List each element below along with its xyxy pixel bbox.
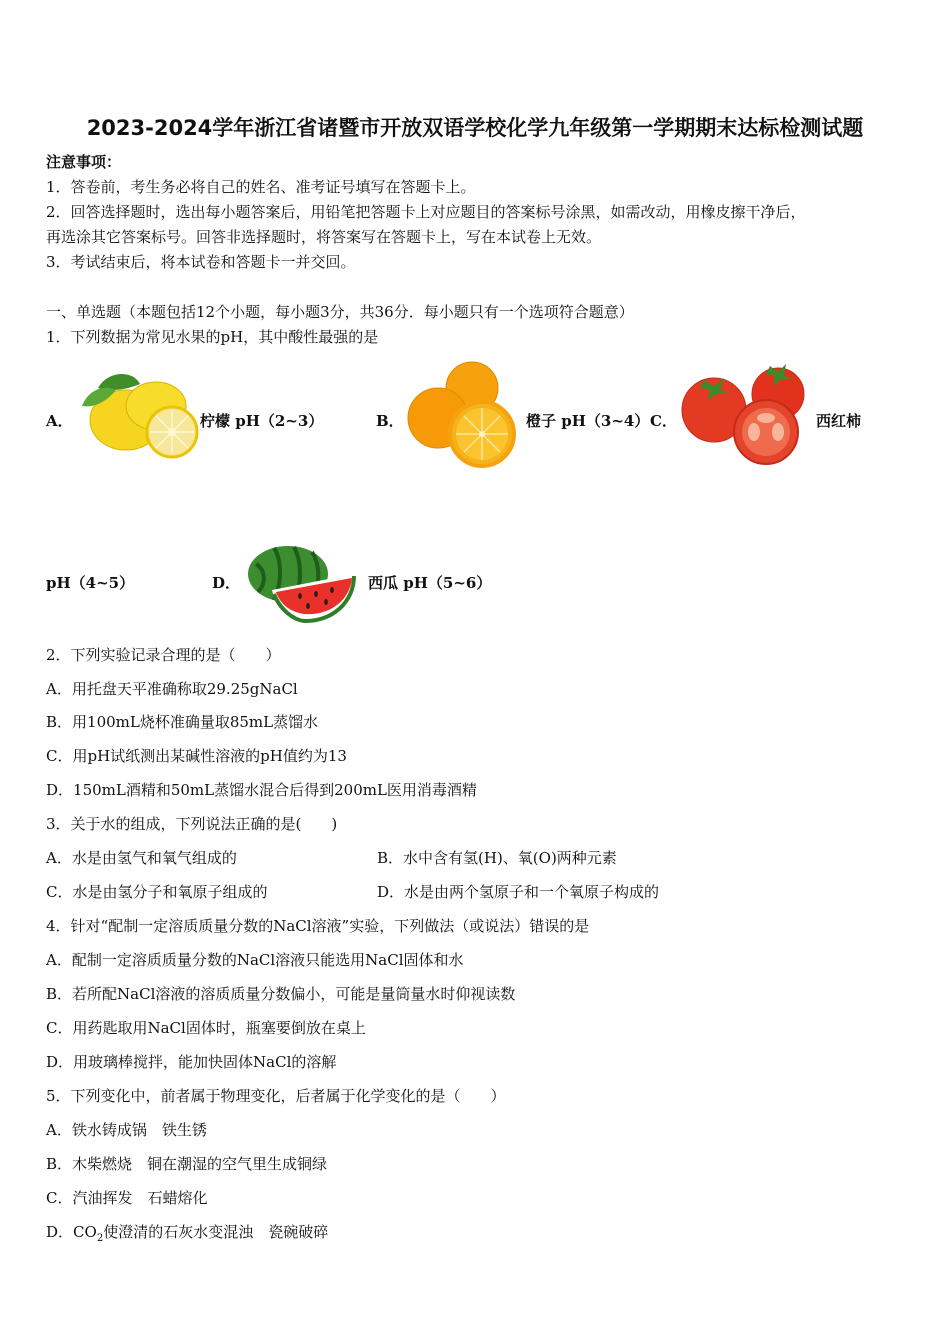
question-3-option-a: A．水是由氢气和氧气组成的 <box>46 849 237 867</box>
note-item: 2．回答选择题时，选出每小题答案后，用铅笔把答题卡上对应题目的答案标号涂黑，如需改动，用橡皮擦干净后， <box>46 203 806 221</box>
orange-image <box>404 360 520 470</box>
notes-heading: 注意事项： <box>46 153 122 171</box>
question-3-stem: 3．关于水的组成，下列说法正确的是( ) <box>46 815 338 833</box>
question-3-option-b: B．水中含有氢(H)、氧(O)两种元素 <box>377 849 617 867</box>
section-heading: 一、单选题（本题包括12个小题，每小题3分，共36分．每小题只有一个选项符合题意） <box>46 303 634 321</box>
question-2-option: A．用托盘天平准确称取29.25gNaCl <box>46 680 298 698</box>
question-3-option-c: C．水是由氢分子和氧原子组成的 <box>46 883 268 901</box>
question-4-stem: 4．针对“配制一定溶质质量分数的NaCl溶液”实验，下列做法（或说法）错误的是 <box>46 917 590 935</box>
option-d-prefix: D．CO <box>46 1223 97 1241</box>
question-4-option: A．配制一定溶质质量分数的NaCl溶液只能选用NaCl固体和水 <box>46 951 464 969</box>
question-4-option: B．若所配NaCl溶液的溶质质量分数偏小，可能是量筒量水时仰视读数 <box>46 985 516 1003</box>
option-b-label: B． <box>376 412 404 430</box>
option-c-text-cont: pH（4~5） <box>46 574 135 592</box>
subscript: 2 <box>96 1233 104 1244</box>
option-d-rest: 使澄清的石灰水变混浊 瓷碗破碎 <box>103 1223 329 1241</box>
option-d-label: D． <box>212 574 241 592</box>
question-1-stem: 1．下列数据为常见水果的pH，其中酸性最强的是 <box>46 328 379 346</box>
note-item: 1．答卷前，考生务必将自己的姓名、准考证号填写在答题卡上。 <box>46 178 476 196</box>
question-5-option: B．木柴燃烧 铜在潮湿的空气里生成铜绿 <box>46 1155 328 1173</box>
option-b-text: 橙子 pH（3~4） <box>526 412 650 430</box>
question-4-option: C．用药匙取用NaCl固体时，瓶塞要倒放在桌上 <box>46 1019 366 1037</box>
option-c-label: C． <box>650 412 677 430</box>
question-5-stem: 5．下列变化中，前者属于物理变化，后者属于化学变化的是（ ） <box>46 1087 506 1105</box>
question-2-stem: 2．下列实验记录合理的是（ ） <box>46 646 281 664</box>
question-5-option-d <box>46 1222 328 1249</box>
option-c-text: 西红柿 <box>816 412 862 430</box>
question-5-option: A．铁水铸成锅 铁生锈 <box>46 1121 207 1139</box>
page-title: 2023-2024学年浙江省诸暨市开放双语学校化学九年级第一学期期末达标检测试题 <box>86 116 864 140</box>
note-item: 3．考试结束后，将本试卷和答题卡一并交回。 <box>46 253 356 271</box>
question-3-option-d: D．水是由两个氢原子和一个氧原子构成的 <box>377 883 660 901</box>
question-5-option: C．汽油挥发 石蜡熔化 <box>46 1189 208 1207</box>
question-4-option: D．用玻璃棒搅拌，能加快固体NaCl的溶解 <box>46 1053 337 1071</box>
watermelon-image <box>246 544 358 624</box>
question-2-option: C．用pH试纸测出某碱性溶液的pH值约为13 <box>46 747 347 765</box>
option-a-label: A． <box>46 412 73 430</box>
question-2-option: B．用100mL烧杯准确量取85mL蒸馏水 <box>46 713 319 731</box>
option-d-text: 西瓜 pH（5~6） <box>368 574 492 592</box>
note-item: 再选涂其它答案标号。回答非选择题时，将答案写在答题卡上，写在本试卷上无效。 <box>46 228 602 246</box>
tomato-image <box>680 360 810 466</box>
lemon-image <box>78 368 200 466</box>
option-a-text: 柠檬 pH（2~3） <box>200 412 324 430</box>
question-2-option: D．150mL酒精和50mL蒸馏水混合后得到200mL医用消毒酒精 <box>46 781 477 799</box>
